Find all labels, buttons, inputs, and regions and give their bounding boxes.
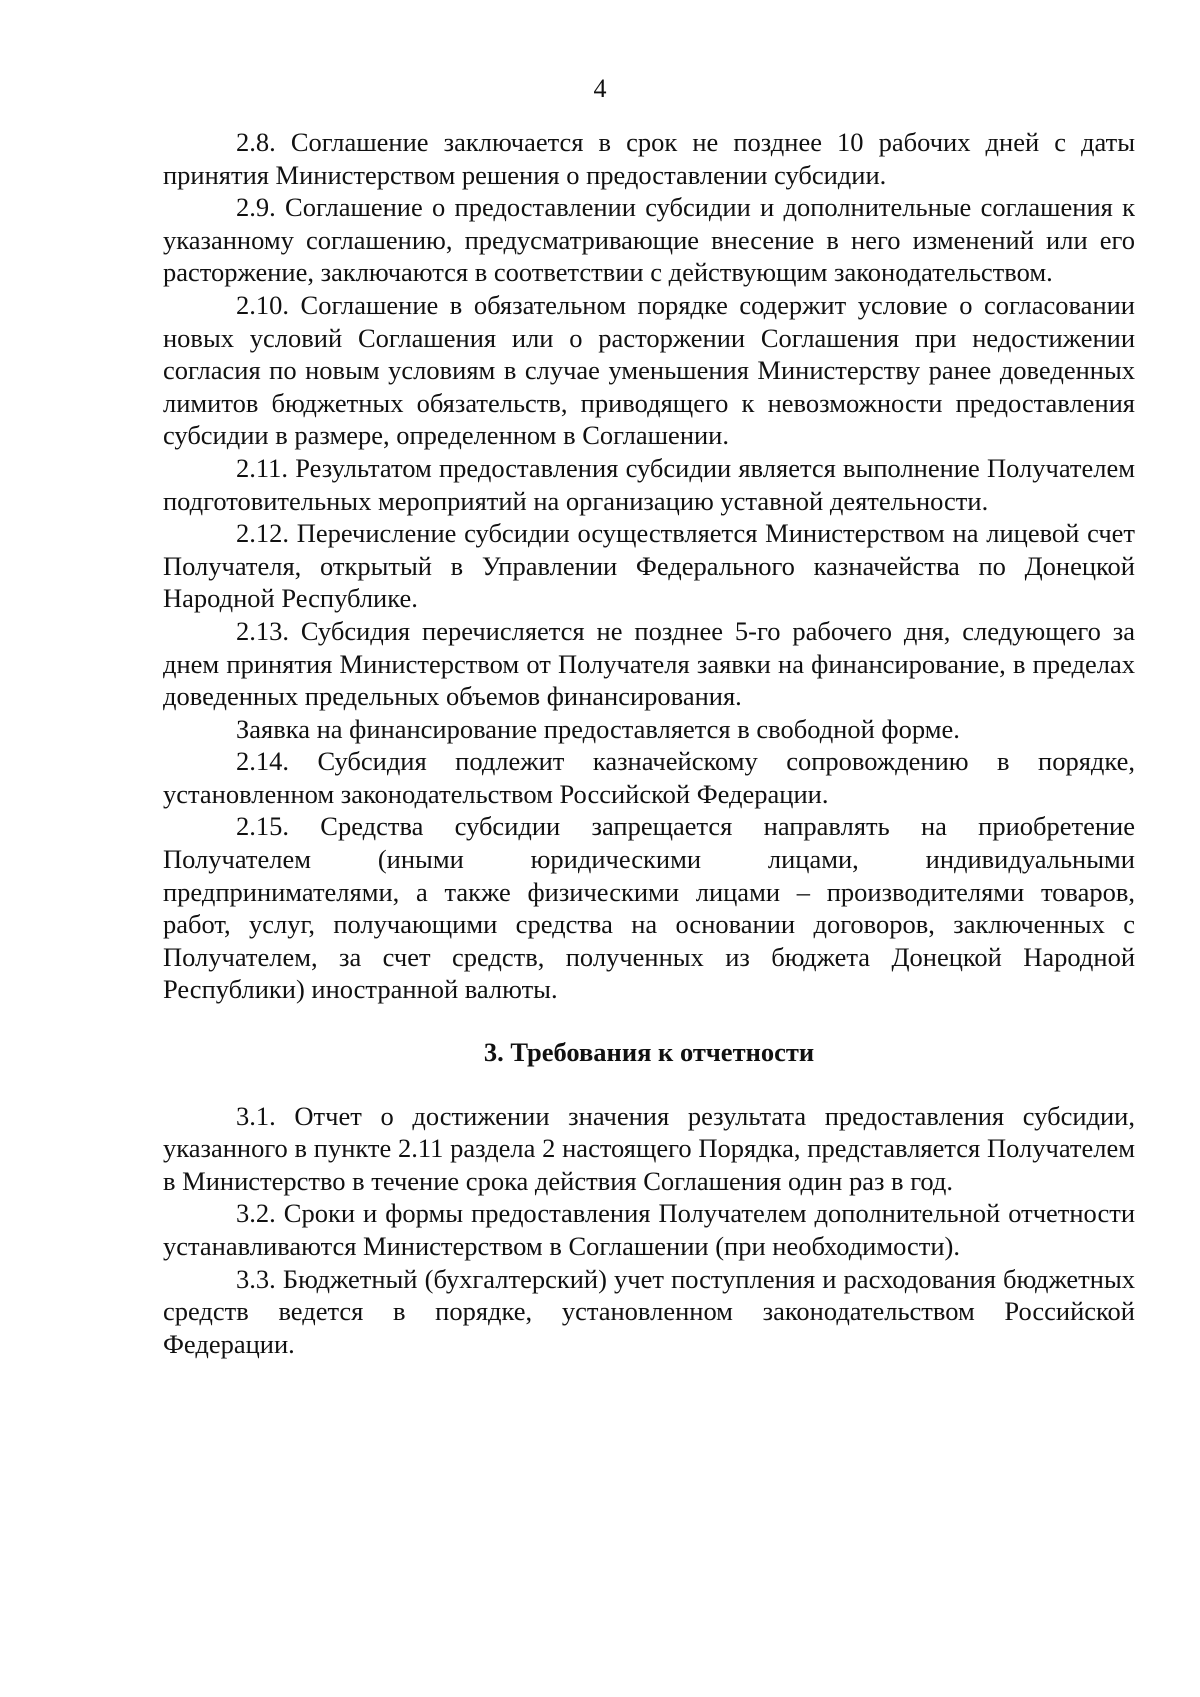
paragraph-2-9: 2.9. Соглашение о предоставлении субсидии и дополнительные соглашения к указанному соглашению, предусматривающие внесение в него изменений или его расторжение, заключаются в соответствии с действующим законодательством. xyxy=(163,192,1135,288)
paragraph-2-10: 2.10. Соглашение в обязательном порядке содержит условие о согласовании новых условий Соглашения или о расторжении Соглашения при недостижении согласия по новым условиям в случае уменьшения Министерству ранее доведенных лимитов бюджетных обязательств, приводящего к невозможности предоставления субсидии в размере, определенном в Соглашении. xyxy=(163,289,1135,451)
paragraph-application-form: Заявка на финансирование предоставляется в свободной форме. xyxy=(236,713,960,744)
paragraph-3-3: 3.3. Бюджетный (бухгалтерский) учет поступления и расходования бюджетных средств ведется в порядке, установленном законодательством Российской Федерации. xyxy=(163,1263,1135,1359)
paragraph-2-13: 2.13. Субсидия перечисляется не позднее 5-го рабочего дня, следующего за днем принятия Министерством от Получателя заявки на финансирование, в пределах доведенных предельных объемов финансирования. xyxy=(163,615,1135,712)
paragraph-2-12: 2.12. Перечисление субсидии осуществляется Министерством на лицевой счет Получателя, открытый в Управлении Федерального казначейства по Донецкой Народной Республике. xyxy=(163,518,1135,614)
page-number: 4 xyxy=(593,74,607,103)
document-body xyxy=(163,126,1135,1360)
paragraph-3-1: 3.1. Отчет о достижении значения результата предоставления субсидии, указанного в пункте 2.11 раздела 2 настоящего Порядка, представляется Получателем в Министерство в течение срока действия Соглашения один раз в год. xyxy=(163,1100,1135,1196)
paragraph-2-8: 2.8. Соглашение заключается в срок не позднее 10 рабочих дней с даты принятия Министерством решения о предоставлении субсидии. xyxy=(163,127,1135,190)
section-heading: 3. Требования к отчетности xyxy=(483,1037,815,1068)
paragraph-2-11: 2.11. Результатом предоставления субсидии является выполнение Получателем подготовительных мероприятий на организацию уставной деятельности. xyxy=(163,452,1135,516)
paragraph-2-15: 2.15. Средства субсидии запрещается направлять на приобретение Получателем (иными юридическими лицами, индивидуальными предпринимателями, а также физическими лицами – производителями товаров, работ, услуг, получающими средства на основании договоров, заключенных с Получателем, за счет средств, полученных из бюджета Донецкой Народной Республики) иностранной валюты. xyxy=(163,811,1135,1005)
paragraph-3-2: 3.2. Сроки и формы предоставления Получателем дополнительной отчетности устанавливаются Министерством в Соглашении (при необходимости). xyxy=(163,1198,1135,1261)
paragraph-2-14: 2.14. Субсидия подлежит казначейскому сопровождению в порядке, установленном законодательством Российской Федерации. xyxy=(163,746,1135,809)
